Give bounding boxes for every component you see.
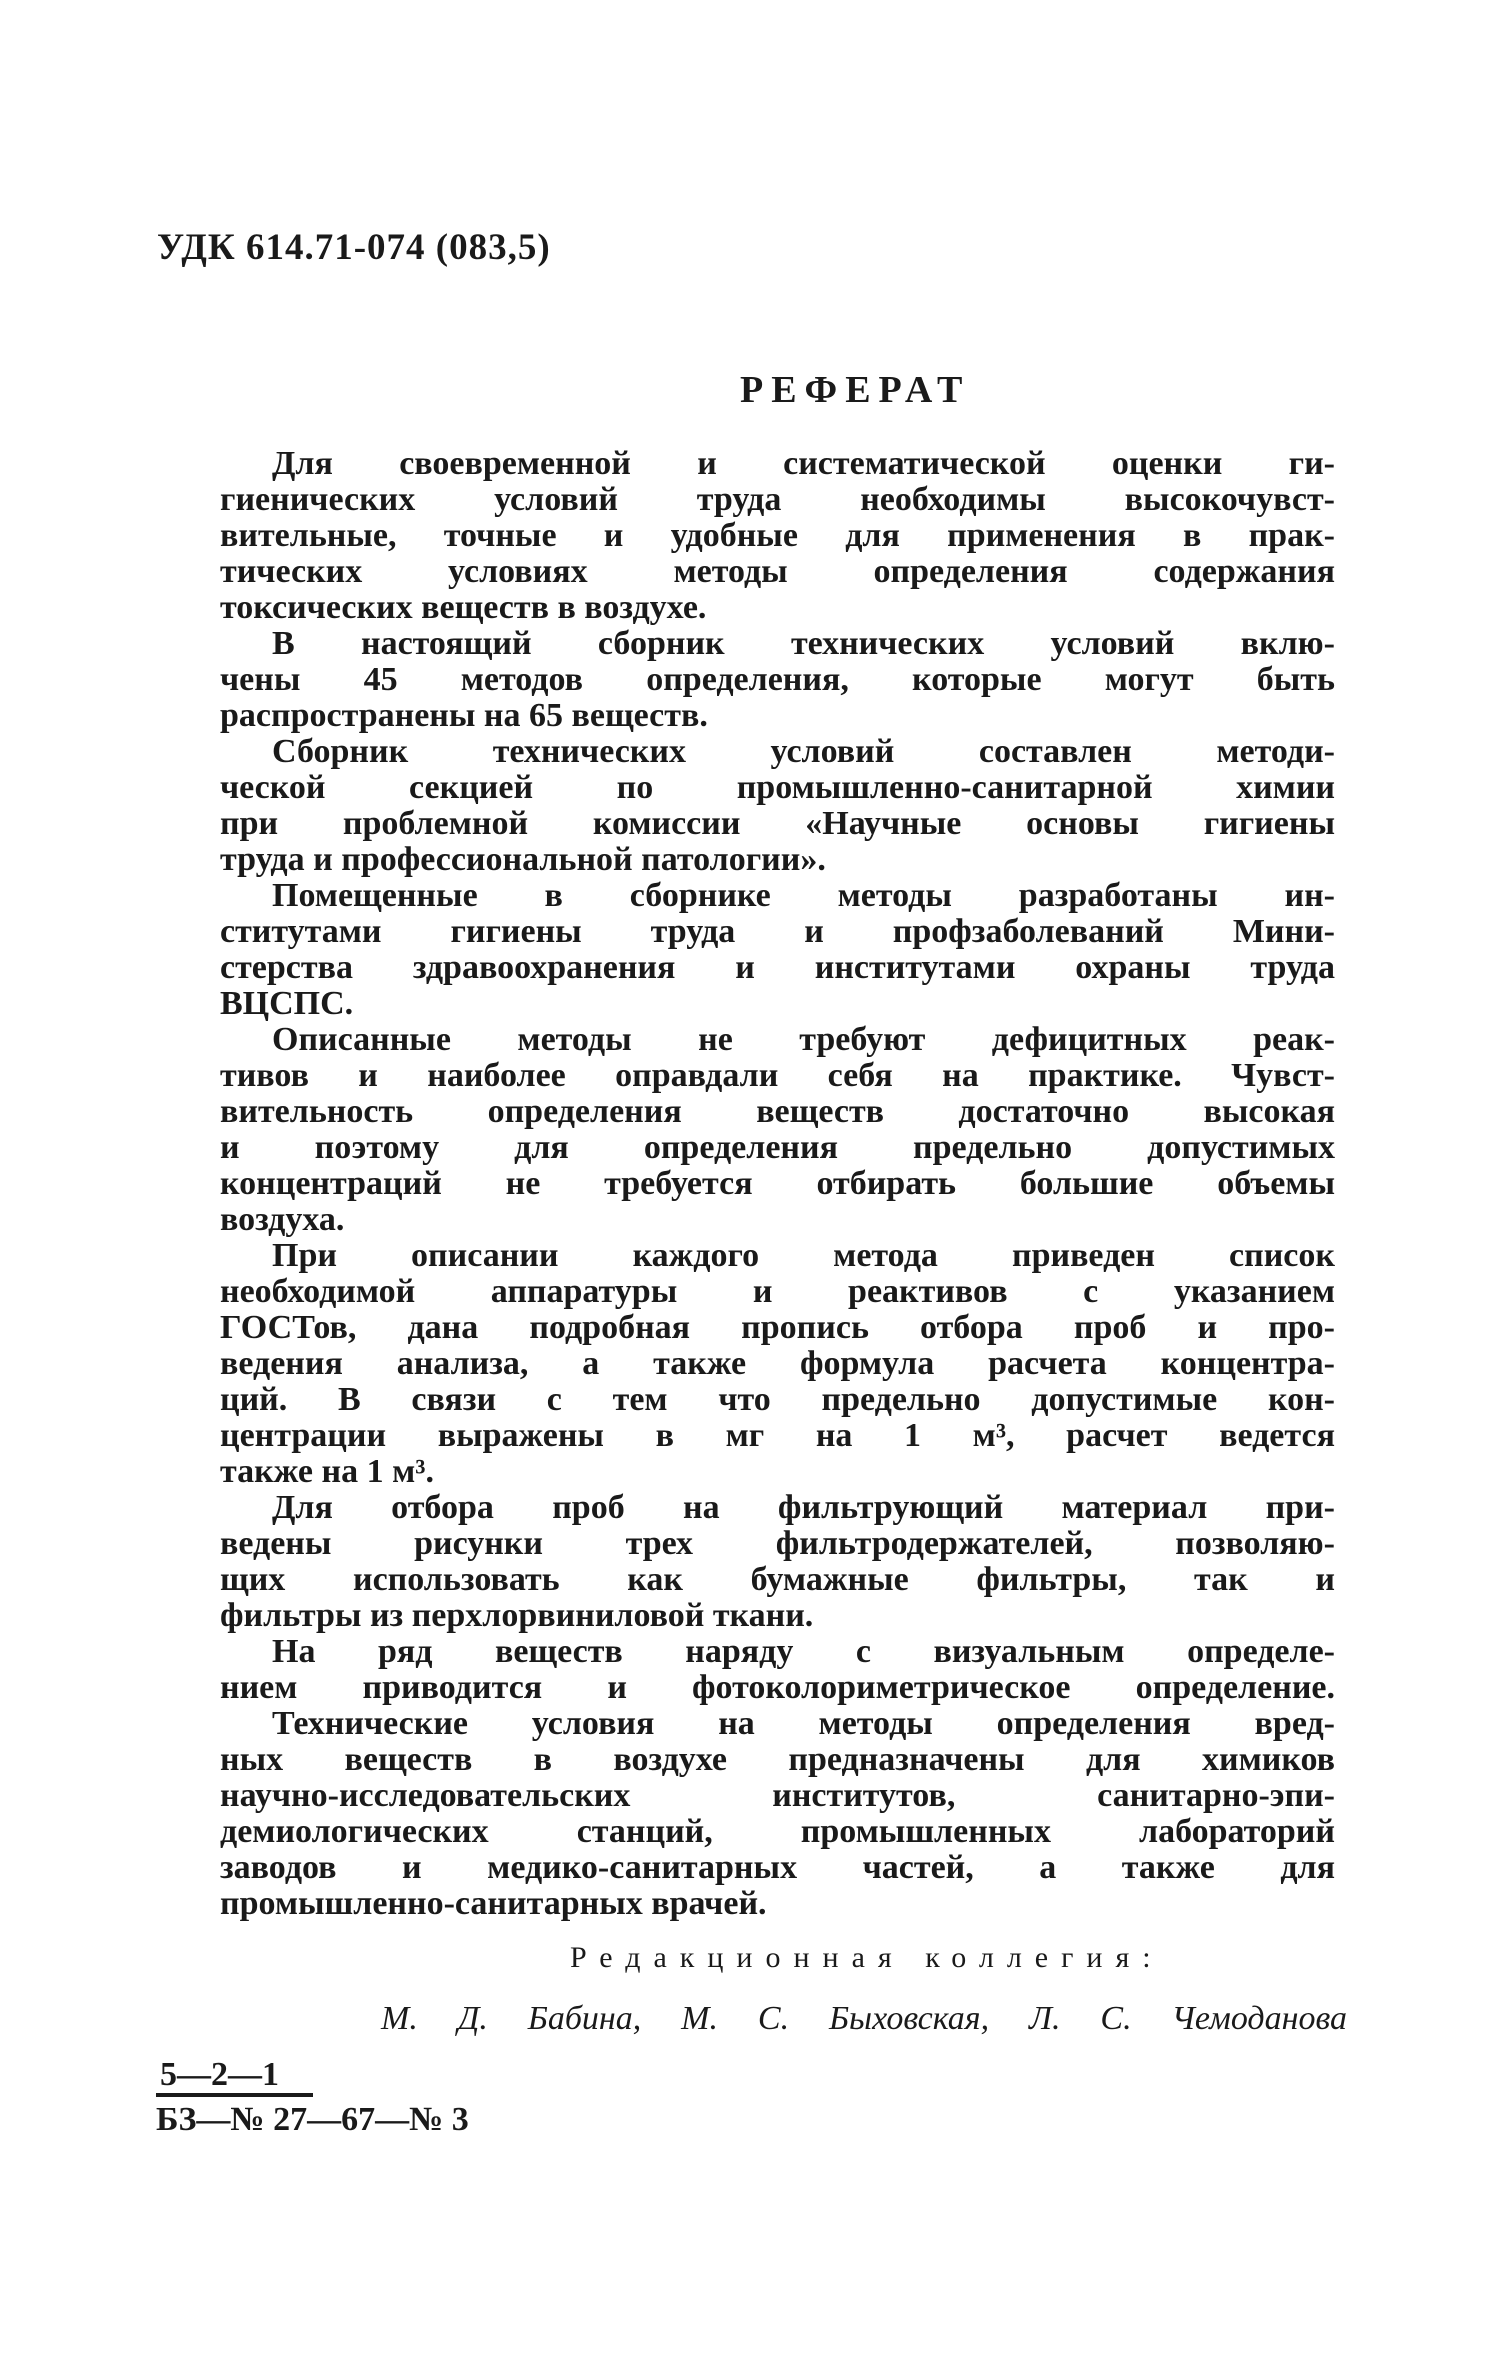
text-line: гиенических условий труда необходимы высокочувст- <box>220 481 1335 518</box>
text-line: центрации выражены в мг на 1 м³, расчет ведется <box>220 1417 1335 1454</box>
text-line: и поэтому для определения предельно допустимых <box>220 1129 1335 1166</box>
text-line: Описанные методы не требуют дефицитных реак- <box>272 1021 1335 1058</box>
text-line: нием приводится и фотоколориметрическое определение. <box>220 1669 1335 1706</box>
text-line: демиологических станций, промышленных лабораторий <box>220 1813 1335 1850</box>
editorial-board-heading: Редакционная коллегия: <box>570 1941 1164 1974</box>
text-line: научно-исследовательских институтов, санитарно-эпи- <box>220 1777 1335 1814</box>
text-line: стерства здравоохранения и институтами охраны труда <box>220 949 1335 986</box>
text-line: необходимой аппаратуры и реактивов с указанием <box>220 1273 1335 1310</box>
text-line: Для своевременной и систематической оценки ги- <box>272 445 1335 482</box>
text-line: заводов и медико-санитарных частей, а также для <box>220 1849 1335 1886</box>
text-line: вительные, точные и удобные для применения в прак- <box>220 517 1335 554</box>
print-code-bottom: БЗ—№ 27—67—№ 3 <box>156 2101 469 2138</box>
text-line: Помещенные в сборнике методы разработаны ин- <box>272 877 1335 914</box>
text-line: ведения анализа, а также формула расчета концентра- <box>220 1345 1335 1382</box>
text-line: чены 45 методов определения, которые могут быть <box>220 661 1335 698</box>
paragraph <box>220 734 1335 878</box>
editorial-board-names: М. Д. Бабина, М. С. Быховская, Л. С. Чемоданова <box>381 2000 1347 2037</box>
text-line: ГОСТов, дана подробная пропись отбора проб и про- <box>220 1309 1335 1346</box>
text-line: труда и профессиональной патологии». <box>220 841 826 878</box>
text-line: ВЦСПС. <box>220 985 354 1022</box>
text-line: Сборник технических условий составлен методи- <box>272 733 1335 770</box>
paragraph <box>220 878 1335 1022</box>
text-line: Для отбора проб на фильтрующий материал при- <box>272 1489 1335 1526</box>
print-code-divider <box>156 2093 313 2097</box>
paragraph <box>220 446 1335 626</box>
page-title: РЕФЕРАТ <box>740 369 971 411</box>
paragraph <box>220 1706 1335 1922</box>
print-code-top: 5—2—1 <box>160 2056 279 2093</box>
text-line: ститутами гигиены труда и профзаболеваний Мини- <box>220 913 1335 950</box>
paragraph <box>220 1022 1335 1238</box>
text-line: Технические условия на методы определения вред- <box>272 1705 1335 1742</box>
text-line: ций. В связи с тем что предельно допустимые кон- <box>220 1381 1335 1418</box>
text-line: тивов и наиболее оправдали себя на практике. Чувст- <box>220 1057 1335 1094</box>
text-line: ных веществ в воздухе предназначены для химиков <box>220 1741 1335 1778</box>
paragraph <box>220 626 1335 734</box>
text-line: В настоящий сборник технических условий вклю- <box>272 625 1335 662</box>
text-line: промышленно-санитарных врачей. <box>220 1885 767 1922</box>
paragraph <box>220 1490 1335 1634</box>
text-line: фильтры из перхлорвиниловой ткани. <box>220 1597 814 1634</box>
text-line: при проблемной комиссии «Научные основы гигиены <box>220 805 1335 842</box>
text-line: щих использовать как бумажные фильтры, так и <box>220 1561 1335 1598</box>
udk-classification-code: УДК 614.71-074 (083,5) <box>157 227 551 268</box>
text-line: тических условиях методы определения содержания <box>220 553 1335 590</box>
paragraph <box>220 1634 1335 1706</box>
text-line: распространены на 65 веществ. <box>220 697 708 734</box>
text-line: При описании каждого метода приведен список <box>272 1237 1335 1274</box>
text-line: ческой секцией по промышленно-санитарной химии <box>220 769 1335 806</box>
abstract-body <box>220 446 1335 1922</box>
text-line: токсических веществ в воздухе. <box>220 589 707 626</box>
text-line: ведены рисунки трех фильтродержателей, позволяю- <box>220 1525 1335 1562</box>
text-line: На ряд веществ наряду с визуальным определе- <box>272 1633 1335 1670</box>
text-line: вительность определения веществ достаточно высокая <box>220 1093 1335 1130</box>
text-line: также на 1 м³. <box>220 1453 434 1490</box>
text-line: концентраций не требуется отбирать большие объемы <box>220 1165 1335 1202</box>
text-line: воздуха. <box>220 1201 345 1238</box>
paragraph <box>220 1238 1335 1490</box>
